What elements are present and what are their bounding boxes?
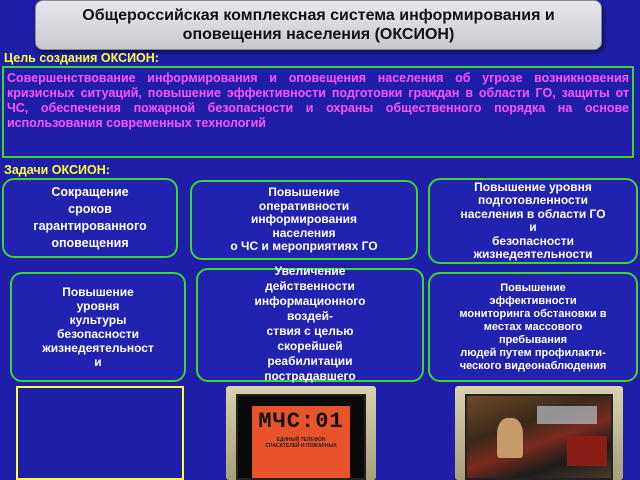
task-box-1	[2, 178, 178, 258]
task-text-2: Повышение оперативности информирования населения о ЧС и мероприятиях ГО	[230, 185, 378, 254]
vehicle-shape	[567, 436, 607, 466]
mchs-hotline-panel	[252, 406, 350, 478]
goal-label: Цель создания ОКСИОН:	[4, 51, 159, 65]
task-box-6	[428, 272, 638, 382]
title-box	[35, 0, 602, 50]
goal-text: Совершенствование информирования и оповещения населения об угрозе возникновения кризисных ситуаций, повышение эффективности подготовки граждан в области ГО, защиты от ЧС, обеспечения пожарной безопасности и охраны общественного порядка на основе использования современных технологий	[7, 71, 629, 130]
empty-image-frame	[16, 386, 184, 480]
mchs-subtitle: ЕДИНЫЙ ТЕЛЕФОН СПАСАТЕЛЕЙ И ПОЖАРНЫХ	[265, 437, 337, 449]
task-box-2	[190, 180, 418, 260]
task-text-1: Сокращение сроков гарантированного оповещения	[33, 185, 147, 250]
goal-box	[2, 66, 634, 158]
tv-monitor-mchs	[226, 386, 376, 480]
task-box-4	[10, 272, 186, 382]
tasks-label: Задачи ОКСИОН:	[4, 163, 110, 177]
task-text-5: Увеличение действенности информационного воздей- ствия с целью скорейшей реабилитации пострадавшего	[254, 264, 366, 383]
task-box-5	[196, 264, 424, 383]
page-title: Общероссийская комплексная система информирования и оповещения населения (ОКСИОН)	[82, 7, 555, 43]
task-text-4: Повышение уровня культуры безопасности жизнедеятельност и	[42, 285, 154, 369]
mchs-logo: МЧС:01	[258, 409, 344, 434]
task-text-6: Повышение эффективности мониторинга обстановки в местах массового пребывания людей путем профилакти- ческого видеонаблюдения	[459, 281, 607, 372]
video-frame-image	[467, 396, 611, 478]
person-figure	[497, 418, 523, 458]
tv-monitor-video	[455, 386, 623, 480]
task-text-3: Повышение уровня подготовленности населения в области ГО и безопасности жизнедеятельности	[460, 179, 606, 261]
task-box-3	[428, 178, 638, 264]
background-structure	[537, 406, 597, 424]
tv-screen	[236, 394, 366, 480]
tv-screen-video	[465, 394, 613, 480]
